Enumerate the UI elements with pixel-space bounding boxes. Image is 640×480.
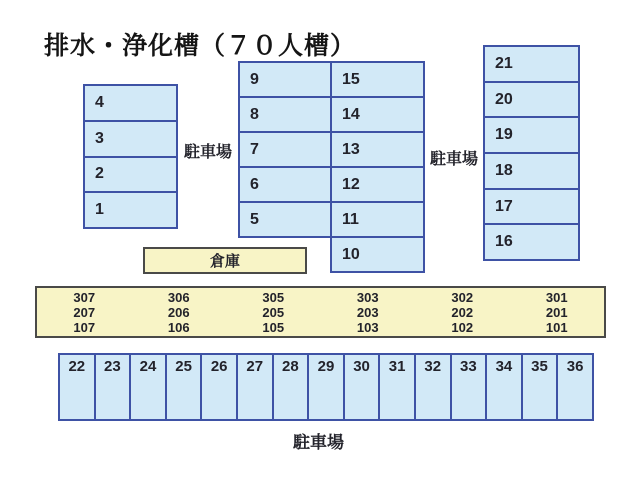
parking-block-left [83, 84, 178, 229]
room-number: 201 [545, 304, 568, 320]
room-number: 101 [545, 319, 568, 335]
parking-space: 18 [485, 154, 578, 190]
room-number: 207 [73, 304, 96, 320]
parking-space: 36 [566, 358, 584, 375]
parking-block-middle-right [330, 61, 425, 273]
warehouse-label: 倉庫 [209, 253, 240, 270]
room-number: 302 [451, 289, 474, 305]
room-number: 305 [262, 289, 285, 305]
parking-space: 20 [485, 83, 578, 119]
parking-space: 5 [250, 210, 259, 228]
parking-space: 14 [332, 98, 423, 133]
parking-space: 12 [332, 168, 423, 203]
parking-space: 32 [416, 355, 452, 419]
parking-label-left: 駐車場 [184, 144, 233, 161]
parking-space: 34 [487, 355, 523, 419]
parking-space: 9 [240, 63, 330, 98]
room-number: 107 [73, 319, 96, 335]
room-number: 306 [167, 289, 190, 305]
parking-space: 2 [85, 158, 176, 194]
parking-space: 30 [345, 355, 381, 419]
parking-space: 27 [238, 355, 274, 419]
parking-space: 8 [240, 98, 330, 133]
parking-space: 23 [96, 355, 132, 419]
room-number: 307 [73, 289, 96, 305]
room-number: 106 [167, 319, 190, 335]
room-number: 301 [545, 289, 568, 305]
parking-space: 15 [332, 63, 423, 98]
parking-block-middle-left [238, 61, 332, 238]
parking-block-bottom [58, 353, 594, 421]
parking-space: 31 [380, 355, 416, 419]
parking-space: 33 [452, 355, 488, 419]
parking-space: 6 [240, 168, 330, 203]
room-number: 205 [262, 304, 285, 320]
room-number: 103 [356, 319, 379, 335]
room-number: 203 [356, 304, 379, 320]
parking-block-right [483, 45, 580, 261]
parking-label-right: 駐車場 [430, 151, 479, 168]
parking-space: 22 [60, 355, 96, 419]
parking-label-bottom: 駐車場 [293, 433, 344, 452]
room-number: 202 [451, 304, 474, 320]
parking-space: 16 [495, 233, 513, 251]
parking-space: 11 [332, 203, 423, 238]
parking-space: 17 [485, 190, 578, 226]
parking-space: 25 [167, 355, 203, 419]
warehouse-box [143, 247, 307, 274]
room-number: 105 [262, 319, 285, 335]
parking-space: 4 [85, 86, 176, 122]
parking-space: 7 [240, 133, 330, 168]
parking-space: 21 [485, 47, 578, 83]
parking-space: 3 [85, 122, 176, 158]
building-room-grid [35, 286, 606, 338]
parking-space: 28 [274, 355, 310, 419]
page-title: 排水・浄化槽（７０人槽） [44, 32, 357, 60]
room-number: 303 [356, 289, 379, 305]
parking-space: 35 [523, 355, 559, 419]
parking-space: 10 [342, 245, 360, 263]
parking-space: 1 [95, 201, 104, 219]
parking-space: 29 [309, 355, 345, 419]
room-number: 206 [167, 304, 190, 320]
room-number: 102 [451, 319, 474, 335]
parking-space: 24 [131, 355, 167, 419]
parking-space: 13 [332, 133, 423, 168]
parking-space: 19 [485, 118, 578, 154]
parking-space: 26 [202, 355, 238, 419]
